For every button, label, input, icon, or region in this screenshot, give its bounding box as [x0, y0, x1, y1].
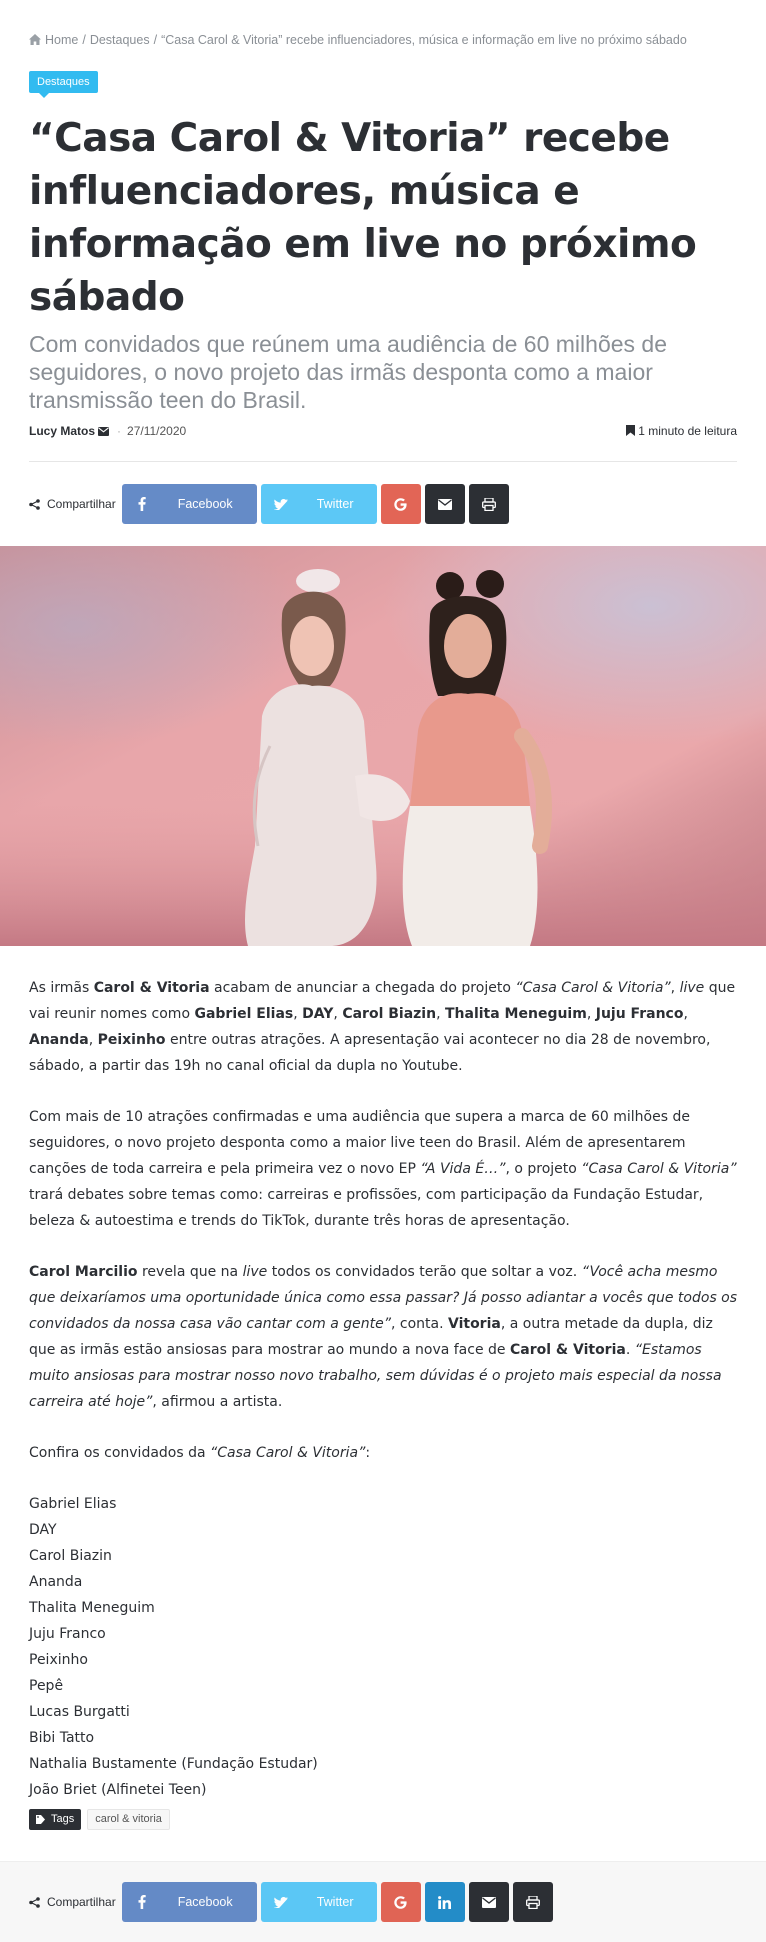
twitter-icon: [261, 1882, 301, 1922]
bold-text: Juju Franco: [595, 1006, 684, 1022]
facebook-share-label: Facebook: [177, 497, 233, 511]
meta-divider: [29, 461, 737, 462]
paragraph-text: As irmãs: [29, 980, 94, 996]
list-item: Peixinho: [29, 1652, 88, 1668]
paragraph-text: ,: [436, 1006, 445, 1022]
italic-text: “Casa Carol & Vitoria”: [515, 980, 671, 996]
facebook-share-label: Facebook: [177, 1895, 233, 1909]
print-share-button[interactable]: [469, 484, 509, 524]
bold-text: Peixinho: [97, 1032, 166, 1048]
print-icon: [513, 1882, 553, 1922]
italic-text: live: [242, 1264, 268, 1280]
post-meta: [29, 424, 737, 446]
tags-label-text: Tags: [51, 1813, 75, 1825]
breadcrumb-current: “Casa Carol & Vitoria” recebe influenciadores, música e informação em live no próximo sábado: [161, 33, 687, 47]
tag-link[interactable]: carol & vitoria: [87, 1809, 170, 1830]
paragraph-text: todos os convidados terão que soltar a voz.: [267, 1264, 582, 1280]
italic-text: “Casa Carol & Vitoria”: [210, 1445, 366, 1461]
paragraph-text: , a outra metade da dupla, diz que as irmãs estão ansiosas para mostrar ao mundo a nova face de: [29, 1316, 713, 1358]
breadcrumb-category-link[interactable]: Destaques: [89, 33, 150, 47]
google-share-button[interactable]: [381, 1882, 421, 1922]
list-item: Thalita Meneguim: [29, 1600, 155, 1616]
facebook-share-button[interactable]: [122, 484, 257, 524]
breadcrumb: [29, 33, 739, 47]
italic-text: live: [679, 980, 705, 996]
list-item: Juju Franco: [29, 1626, 106, 1642]
paragraph-text: ,: [333, 1006, 343, 1022]
share-bar-bottom: [29, 1882, 557, 1922]
paragraph-text: :: [365, 1445, 371, 1461]
paragraph-text: ,: [586, 1006, 596, 1022]
paragraph-text: ,: [683, 1006, 688, 1022]
article-content: [29, 975, 741, 1803]
list-item: Lucas Burgatti: [29, 1704, 130, 1720]
print-icon: [469, 484, 509, 524]
italic-text: “Você acha mesmo que deixaríamos uma oportunidade única como essa passar? Já posso adiantar a vocês que todos os convidados da nossa casa vão cantar com a gente”: [29, 1264, 738, 1332]
print-share-button[interactable]: [513, 1882, 553, 1922]
list-item: Ananda: [29, 1574, 83, 1590]
breadcrumb-home-link[interactable]: Home: [45, 33, 79, 47]
post-tags: [29, 1808, 170, 1830]
bold-text: Vitoria: [447, 1316, 501, 1332]
breadcrumb-separator: /: [82, 33, 86, 47]
list-item: Bibi Tatto: [29, 1730, 95, 1746]
share-label: [29, 497, 116, 511]
featured-image: [0, 546, 766, 946]
paragraph-text: revela que na: [137, 1264, 243, 1280]
paragraph-text: Com mais de 10 atrações confirmadas e uma audiência que supera a marca de 60 milhões de seguidores, o novo projeto desponta como a maior live teen do Brasil. Além de apresentarem canções de toda carreira e pela primeira vez o novo EP: [29, 1109, 690, 1177]
linkedin-share-button[interactable]: [425, 1882, 465, 1922]
bold-text: Ananda: [29, 1032, 89, 1048]
paragraph-text: trará debates sobre temas como: carreiras e profissões, com participação da Fundação Estudar, beleza & autoestima e trends do TikTok, durante três horas de apresentação.: [29, 1187, 704, 1229]
article-paragraph: [29, 1440, 741, 1466]
bold-text: Carol Biazin: [342, 1006, 437, 1022]
tags-label: [29, 1809, 81, 1830]
featured-photo: [0, 546, 766, 946]
share-icon: [29, 499, 40, 510]
paragraph-text: ,: [293, 1006, 303, 1022]
page-title: “Casa Carol & Vitoria” recebe influenciadores, música e informação em live no próximo sábado: [29, 116, 697, 320]
author-link[interactable]: Lucy Matos: [29, 424, 96, 438]
meta-separator: ·: [117, 424, 122, 438]
twitter-share-button[interactable]: [261, 484, 377, 524]
facebook-share-button[interactable]: [122, 1882, 257, 1922]
paragraph-text: , afirmou a artista.: [152, 1394, 283, 1410]
post-subtitle: Com convidados que reúnem uma audiência de 60 milhões de seguidores, o novo projeto das irmãs desponta como a maior transmissão teen do Brasil.: [29, 331, 668, 413]
list-item: Pepê: [29, 1678, 64, 1694]
email-icon: [469, 1882, 509, 1922]
email-icon: [425, 484, 465, 524]
paragraph-text: entre outras atrações. A apresentação vai acontecer no dia 28 de novembro, sábado, a partir das 19h no canal oficial da dupla no Youtube.: [29, 1032, 711, 1074]
share-icon: [29, 1897, 40, 1908]
bookmark-icon: [626, 425, 635, 436]
paragraph-text: Confira os convidados da: [29, 1445, 211, 1461]
paragraph-text: ,: [88, 1032, 98, 1048]
paragraph-text: , o projeto: [505, 1161, 582, 1177]
facebook-icon: [122, 1882, 162, 1922]
paragraph-text: ,: [670, 980, 680, 996]
category-badge[interactable]: Destaques: [29, 71, 98, 93]
twitter-icon: [261, 484, 301, 524]
post-date: 27/11/2020: [127, 424, 187, 438]
bold-text: Thalita Meneguim: [444, 1006, 587, 1022]
italic-text: “A Vida É…”: [420, 1161, 506, 1177]
bold-text: DAY: [302, 1006, 334, 1022]
home-icon: [29, 34, 41, 45]
bold-text: Carol Marcilio: [29, 1264, 138, 1280]
list-item: DAY: [29, 1522, 57, 1538]
list-item: João Briet (Alfinetei Teen): [29, 1782, 207, 1798]
reading-time: [626, 424, 737, 438]
share-label-text: Compartilhar: [47, 1895, 116, 1909]
google-share-button[interactable]: [381, 484, 421, 524]
envelope-icon[interactable]: [98, 427, 109, 436]
email-share-button[interactable]: [425, 484, 465, 524]
reading-time-label: 1 minuto de leitura: [638, 424, 737, 438]
paragraph-text: que vai reunir nomes como: [29, 980, 736, 1022]
linkedin-icon: [425, 1882, 465, 1922]
list-item: Carol Biazin: [29, 1548, 112, 1564]
google-icon: [381, 484, 421, 524]
guest-list: [29, 1491, 741, 1803]
list-item: Nathalia Bustamente (Fundação Estudar): [29, 1756, 318, 1772]
article-paragraph: [29, 975, 741, 1079]
bold-text: Gabriel Elias: [194, 1006, 294, 1022]
list-item: Gabriel Elias: [29, 1496, 117, 1512]
article-paragraph: [29, 1259, 741, 1415]
italic-text: “Estamos muito ansiosas para mostrar nosso novo trabalho, sem dúvidas é o projeto mais especial da nossa carreira até hoje”: [29, 1342, 722, 1410]
twitter-share-label: Twitter: [316, 1895, 354, 1909]
twitter-share-label: Twitter: [316, 497, 354, 511]
twitter-share-button[interactable]: [261, 1882, 377, 1922]
paragraph-text: , conta.: [390, 1316, 448, 1332]
google-icon: [381, 1882, 421, 1922]
bold-text: Carol & Vitoria: [509, 1342, 626, 1358]
email-share-button[interactable]: [469, 1882, 509, 1922]
paragraph-text: .: [625, 1342, 635, 1358]
share-bar-top: [29, 484, 513, 524]
breadcrumb-separator: /: [153, 33, 158, 47]
tag-icon: [36, 1815, 47, 1824]
article-paragraph: [29, 1104, 741, 1234]
share-label: [29, 1895, 116, 1909]
bold-text: Carol & Vitoria: [93, 980, 210, 996]
italic-text: “Casa Carol & Vitoria”: [581, 1161, 737, 1177]
share-label-text: Compartilhar: [47, 497, 116, 511]
paragraph-text: acabam de anunciar a chegada do projeto: [209, 980, 516, 996]
facebook-icon: [122, 484, 162, 524]
